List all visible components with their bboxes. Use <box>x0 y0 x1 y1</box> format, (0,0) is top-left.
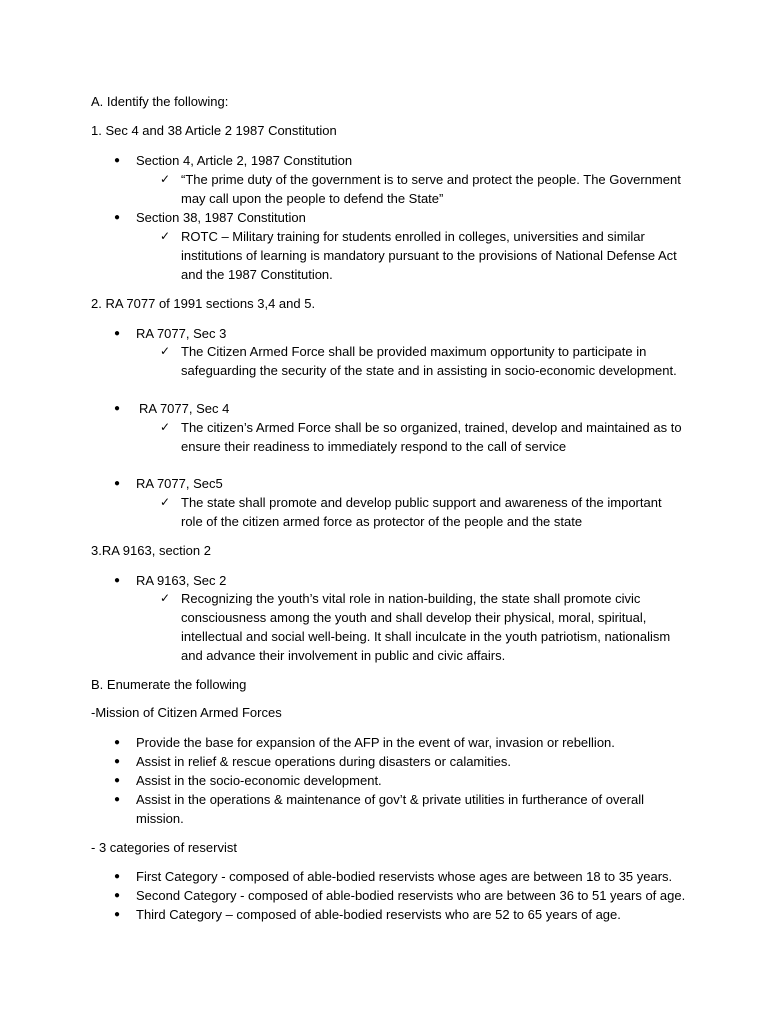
checkmark-icon: ✓ <box>160 420 171 434</box>
item-2-title: 2. RA 7077 of 1991 sections 3,4 and 5. <box>91 296 316 311</box>
bullet-icon: ● <box>114 775 121 786</box>
item-2-sub-2-text-line-1: The citizen’s Armed Force shall be so organized, trained, develop and maintained as to <box>181 420 682 435</box>
bullet-icon: ● <box>114 756 121 767</box>
mission-item-2: Assist in relief & rescue operations during disasters or calamities. <box>136 754 511 769</box>
item-1-sub-1-text-line-1: “The prime duty of the government is to serve and protect the people. The Government <box>181 172 681 187</box>
mission-item-3: Assist in the socio-economic development. <box>136 773 382 788</box>
item-2-sub-2-text-line-2: ensure their readiness to immediately respond to the call of service <box>181 439 567 454</box>
bullet-icon: ● <box>114 871 121 882</box>
item-2-sub-3-label: RA 7077, Sec5 <box>136 476 223 491</box>
section-a-heading: A. Identify the following: <box>91 94 229 109</box>
checkmark-icon: ✓ <box>160 344 171 358</box>
checkmark-icon: ✓ <box>160 229 171 243</box>
bullet-icon: ● <box>114 478 121 489</box>
item-2-sub-2-label: RA 7077, Sec 4 <box>139 401 230 416</box>
item-1-sub-2-text-line-2: institutions of learning is mandatory pursuant to the provisions of National Defense Act <box>181 248 677 263</box>
bullet-icon: ● <box>114 328 121 339</box>
item-3-sub-1-text-line-3: intellectual and social well-being. It shall inculcate in the youth patriotism, nationalism <box>181 629 671 644</box>
reservist-item-1: First Category - composed of able-bodied reservists whose ages are between 18 to 35 years. <box>136 869 673 884</box>
item-2-sub-1-text-line-2: safeguarding the security of the state and in assisting in socio-economic development. <box>181 363 677 378</box>
item-3-sub-1-label: RA 9163, Sec 2 <box>136 573 227 588</box>
reservist-title: - 3 categories of reservist <box>91 840 237 855</box>
bullet-icon: ● <box>114 403 121 414</box>
section-b-heading: B. Enumerate the following <box>91 677 247 692</box>
item-1-sub-2-label: Section 38, 1987 Constitution <box>136 210 306 225</box>
bullet-icon: ● <box>114 890 121 901</box>
mission-title: -Mission of Citizen Armed Forces <box>91 705 282 720</box>
item-2-sub-3-text-line-2: role of the citizen armed force as protector of the people and the state <box>181 514 583 529</box>
reservist-item-3: Third Category – composed of able-bodied reservists who are 52 to 65 years of age. <box>136 907 621 922</box>
item-1-sub-1-text-line-2: may call upon the people to defend the State” <box>181 191 444 206</box>
item-2-sub-1-text-line-1: The Citizen Armed Force shall be provided maximum opportunity to participate in <box>181 344 647 359</box>
item-2-sub-1-label: RA 7077, Sec 3 <box>136 326 227 341</box>
bullet-icon: ● <box>114 212 121 223</box>
checkmark-icon: ✓ <box>160 591 171 605</box>
item-3-sub-1-text-line-4: and advance their involvement in public and civic affairs. <box>181 648 506 663</box>
checkmark-icon: ✓ <box>160 172 171 186</box>
mission-item-1: Provide the base for expansion of the AFP in the event of war, invasion or rebellion. <box>136 735 615 750</box>
bullet-icon: ● <box>114 155 121 166</box>
item-1-title: 1. Sec 4 and 38 Article 2 1987 Constitution <box>91 123 337 138</box>
reservist-item-2: Second Category - composed of able-bodied reservists who are between 36 to 51 years of age. <box>136 888 686 903</box>
bullet-icon: ● <box>114 575 121 586</box>
item-3-sub-1-text-line-1: Recognizing the youth’s vital role in nation-building, the state shall promote civic <box>181 591 641 606</box>
bullet-icon: ● <box>114 737 121 748</box>
bullet-icon: ● <box>114 909 121 920</box>
mission-item-4-continuation: mission. <box>136 811 184 826</box>
checkmark-icon: ✓ <box>160 495 171 509</box>
item-3-sub-1-text-line-2: consciousness among the youth and shall develop their physical, moral, spiritual, <box>181 610 647 625</box>
item-1-sub-2-text-line-3: and the 1987 Constitution. <box>181 267 333 282</box>
item-2-sub-3-text-line-1: The state shall promote and develop public support and awareness of the important <box>181 495 662 510</box>
item-1-sub-1-label: Section 4, Article 2, 1987 Constitution <box>136 153 353 168</box>
mission-item-4: Assist in the operations & maintenance of gov’t & private utilities in furtherance of overall <box>136 792 644 807</box>
item-1-sub-2-text-line-1: ROTC – Military training for students enrolled in colleges, universities and similar <box>181 229 645 244</box>
bullet-icon: ● <box>114 794 121 805</box>
item-3-title: 3.RA 9163, section 2 <box>91 543 211 558</box>
